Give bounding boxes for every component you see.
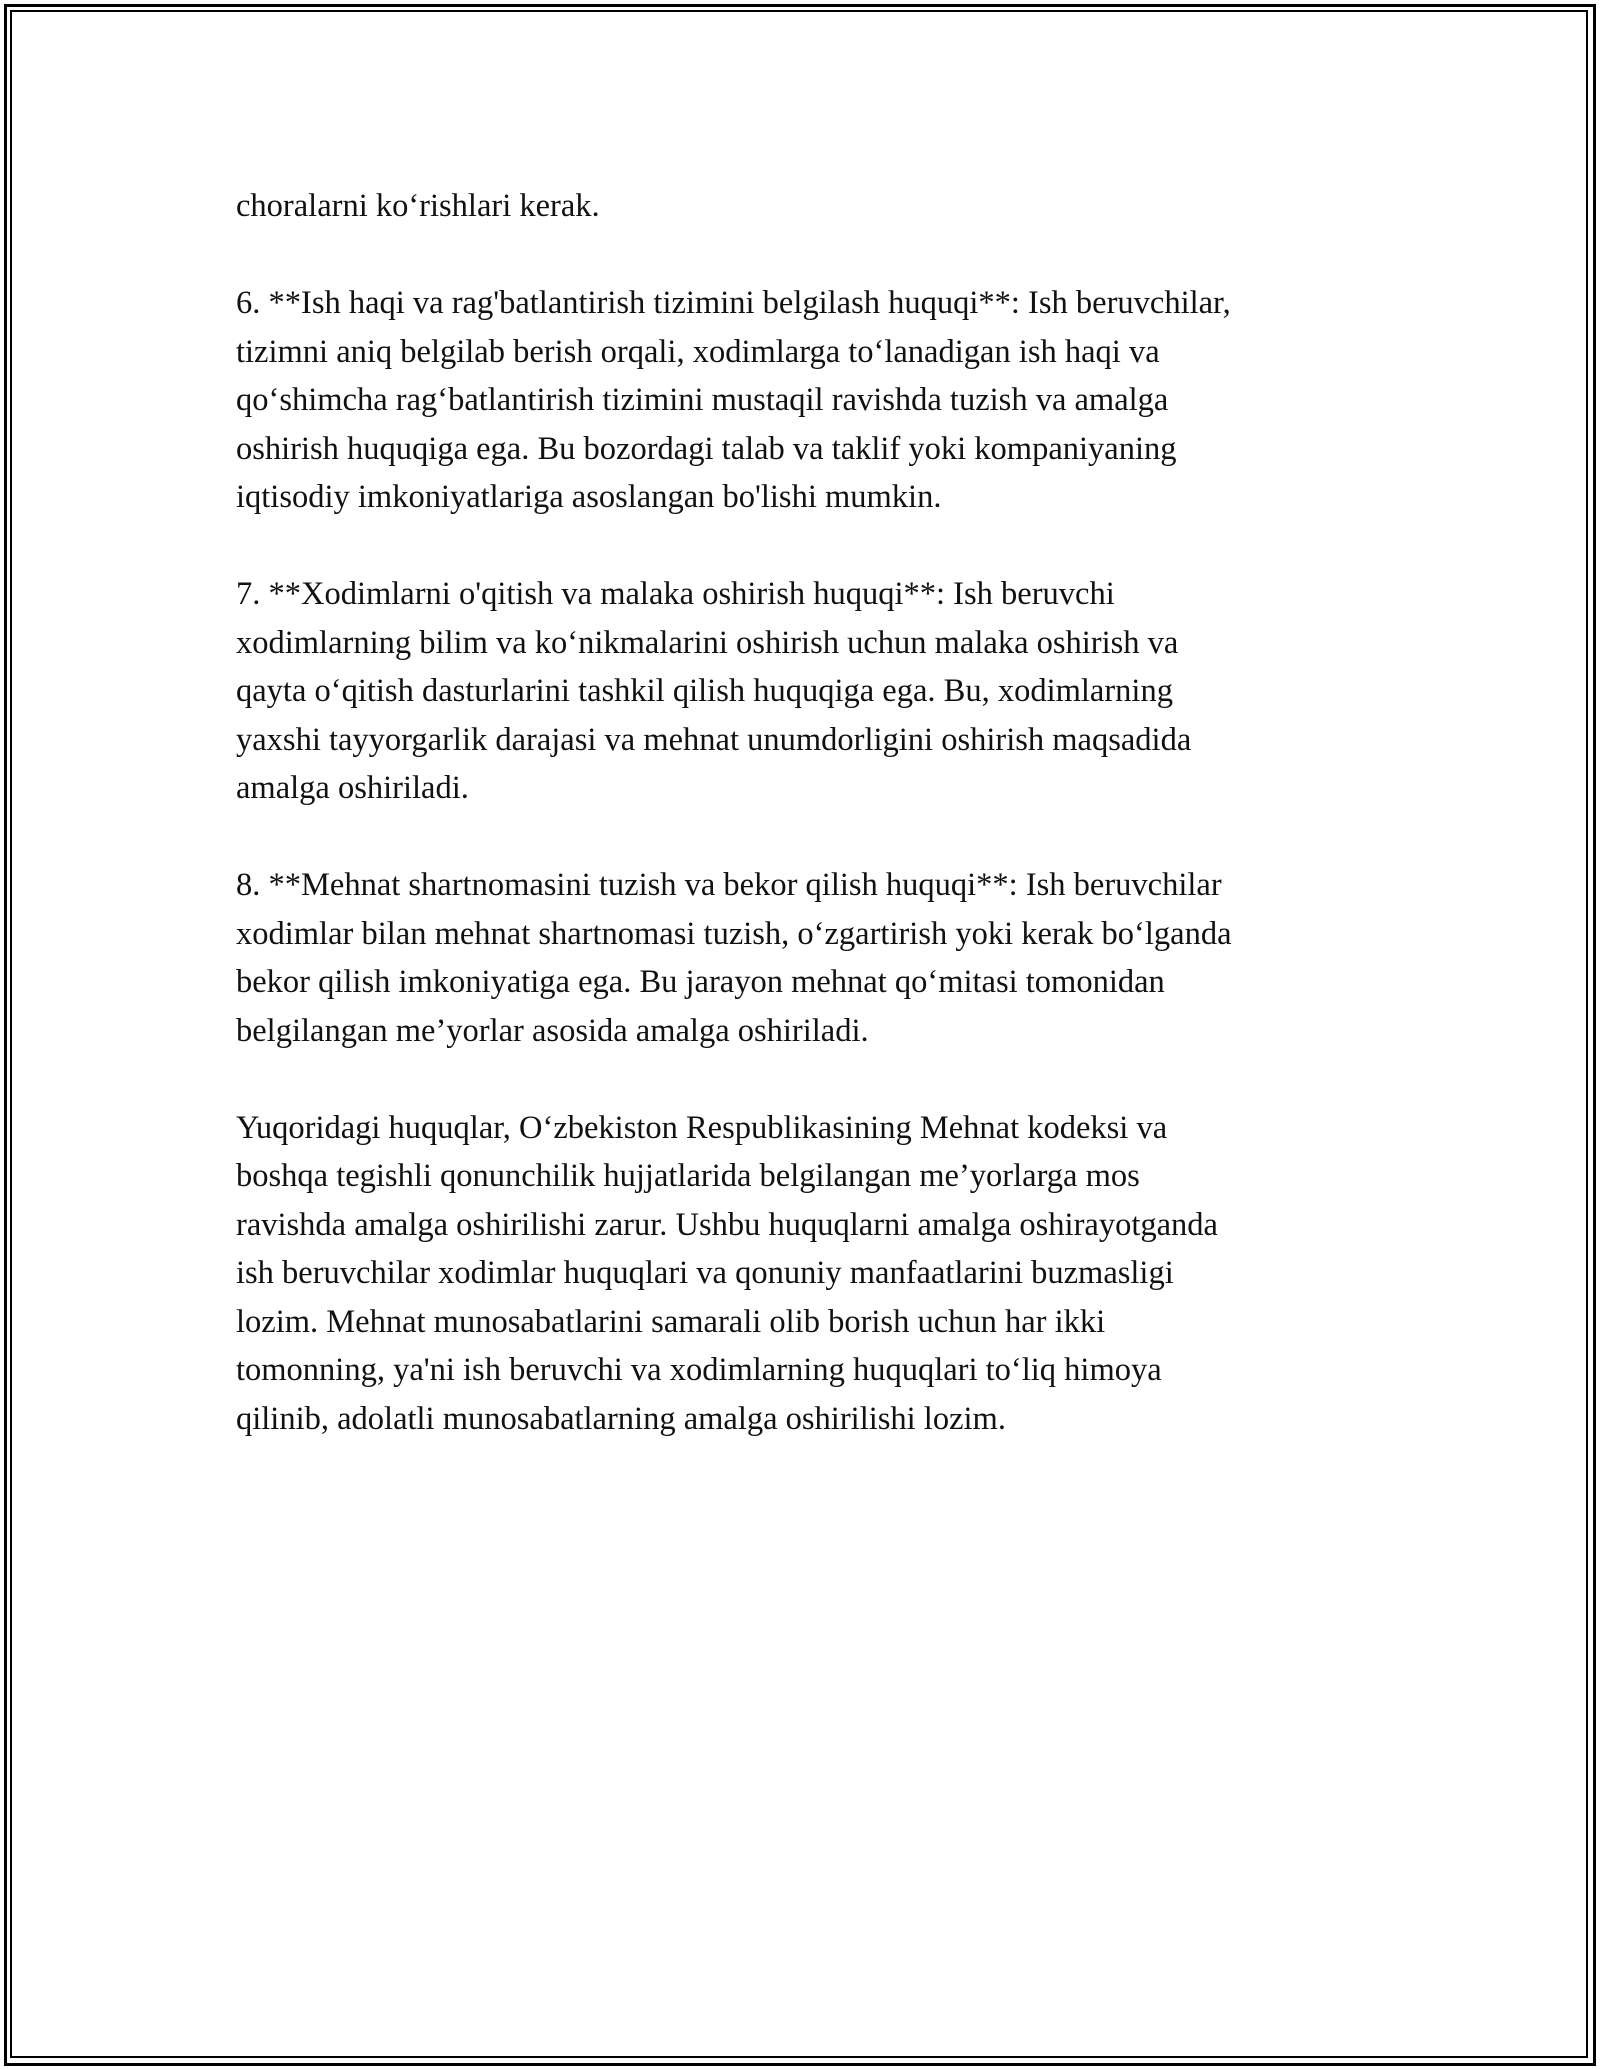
- text-line: choralarni koʻrishlari kerak.: [236, 188, 600, 224]
- text-line: tomonning, ya'ni ish beruvchi va xodimlarning huquqlari toʻliq himoya: [236, 1352, 1162, 1388]
- text-line: qoʻshimcha ragʻbatlantirish tizimini mustaqil ravishda tuzish va amalga: [236, 382, 1169, 418]
- text-line: iqtisodiy imkoniyatlariga asoslangan bo'lishi mumkin.: [236, 479, 942, 515]
- text-line: belgilangan me’yorlar asosida amalga oshiriladi.: [236, 1012, 869, 1049]
- text-line: oshirish huquqiga ega. Bu bozordagi talab va taklif yoki kompaniyaning: [236, 430, 1177, 467]
- text-line: yaxshi tayyorgarlik darajasi va mehnat unumdorligini oshirish maqsadida: [236, 721, 1192, 758]
- text-line: amalga oshiriladi.: [236, 770, 469, 806]
- document-body: [236, 182, 1396, 1443]
- text-line: 7. **Xodimlarni o'qitish va malaka oshirish huquqi**: Ish beruvchi: [236, 576, 1115, 612]
- text-line: 6. **Ish haqi va rag'batlantirish tizimini belgilash huquqi**: Ish beruvchilar,: [236, 285, 1231, 321]
- paragraph-item-6: [236, 279, 1396, 522]
- text-line: qilinib, adolatli munosabatlarning amalga oshirilishi lozim.: [236, 1400, 1006, 1437]
- text-line: xodimlarning bilim va koʻnikmalarini oshirish uchun malaka oshirish va: [236, 624, 1179, 661]
- text-line: ravishda amalga oshirilishi zarur. Ushbu huquqlarni amalga oshirayotganda: [236, 1206, 1218, 1243]
- text-line: bekor qilish imkoniyatiga ega. Bu jarayon mehnat qoʻmitasi tomonidan: [236, 964, 1165, 1000]
- text-line: 8. **Mehnat shartnomasini tuzish va bekor qilish huquqi**: Ish beruvchilar: [236, 867, 1222, 903]
- text-line: boshqa tegishli qonunchilik hujjatlarida belgilangan me’yorlarga mos: [236, 1158, 1140, 1194]
- text-line: tizimni aniq belgilab berish orqali, xodimlarga toʻlanadigan ish haqi va: [236, 333, 1160, 370]
- text-line: ish beruvchilar xodimlar huquqlari va qonuniy manfaatlarini buzmasligi: [236, 1255, 1174, 1291]
- text-line: xodimlar bilan mehnat shartnomasi tuzish, oʻzgartirish yoki kerak boʻlganda: [236, 915, 1232, 952]
- paragraph-item-8: [236, 861, 1396, 1055]
- paragraph-conclusion: [236, 1104, 1396, 1444]
- text-line: lozim. Mehnat munosabatlarini samarali olib borish uchun har ikki: [236, 1303, 1106, 1340]
- text-line: qayta oʻqitish dasturlarini tashkil qilish huquqiga ega. Bu, xodimlarning: [236, 673, 1173, 709]
- paragraph-continuation: [236, 182, 1396, 231]
- text-line: Yuqoridagi huquqlar, Oʻzbekiston Respublikasining Mehnat kodeksi va: [236, 1109, 1168, 1146]
- paragraph-item-7: [236, 570, 1396, 813]
